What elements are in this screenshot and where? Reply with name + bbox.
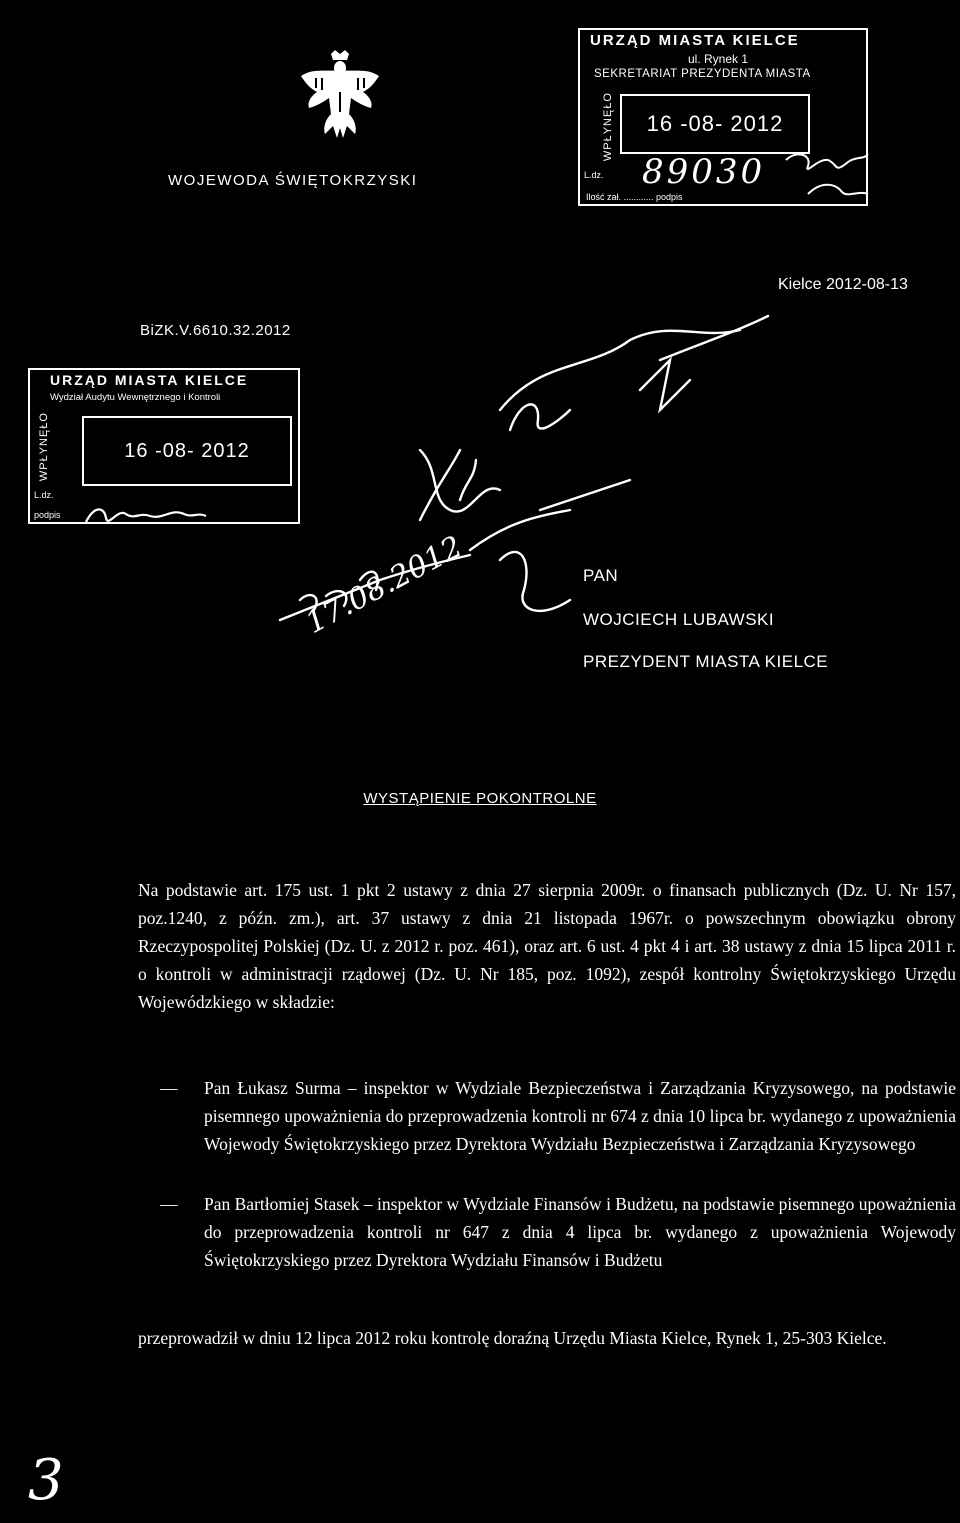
team-member-text: Pan Bartłomiej Stasek – inspektor w Wydziale Finansów i Budżetu, na podstawie pisemnego upoważnienia do przeprowadzenia kontroli nr 647 z dnia 4 lipca br. wydanego z upoważnienia Wojewody Świętokrzyskiego przez Dyrektora Wydziału Finansów i Budżetu <box>204 1194 956 1270</box>
team-member-text: Pan Łukasz Surma – inspektor w Wydziale Bezpieczeństwa i Zarządzania Kryzysowego, na podstawie pisemnego upoważnienia do przeprowadzenia kontroli nr 674 z dnia 10 lipca br. wydanego z upoważnienia Wojewody Świętokrzyskiego przez Dyrektora Wydziału Bezpieczeństwa i Zarządzania Kryzysowego <box>204 1078 956 1154</box>
stamp-date: 16 -08- 2012 <box>646 111 784 136</box>
stamp-bottom-label: podpis <box>34 510 61 520</box>
stamp-received-vertical: WPŁYNĘŁO <box>38 412 50 482</box>
stamp-line-office: URZĄD MIASTA KIELCE <box>50 372 249 388</box>
stamp-date-box <box>82 416 292 486</box>
polish-eagle-emblem <box>295 48 385 148</box>
place-and-date: Kielce 2012-08-13 <box>778 276 908 293</box>
issuing-authority: WOJEWODA ŚWIĘTOKRZYSKI <box>168 172 418 189</box>
addressee-name: WOJCIECH LUBAWSKI <box>583 610 775 629</box>
stamp-line-department: SEKRETARIAT PREZYDENTA MIASTA <box>594 68 811 80</box>
stamp-date: 16 -08- 2012 <box>124 439 250 462</box>
stamp-line-department: Wydział Audytu Wewnętrznego i Kontroli <box>50 392 221 403</box>
closing-paragraph: przeprowadził w dniu 12 lipca 2012 roku kontrolę doraźną Urzędu Miasta Kielce, Rynek 1, 25-303 Kielce. <box>138 1328 887 1348</box>
received-stamp-audit-department <box>28 368 300 524</box>
team-member-item <box>160 1074 956 1158</box>
team-member-item <box>160 1190 956 1274</box>
stamp-line-street: ul. Rynek 1 <box>688 52 749 66</box>
list-dash: — <box>160 1078 178 1098</box>
stamp-nr-label: L.dz. <box>584 170 604 180</box>
page-number: 3 <box>28 1448 64 1513</box>
stamp-bottom-label: Ilość zał. ............ podpis <box>586 192 683 202</box>
stamp-date-box <box>620 94 810 154</box>
document-title: WYSTĄPIENIE POKONTROLNE <box>363 790 597 807</box>
received-stamp-mayor-office <box>578 28 868 206</box>
legal-basis-paragraph: Na podstawie art. 175 ust. 1 pkt 2 ustawy z dnia 27 sierpnia 2009r. o finansach publicznych (Dz. U. Nr 157, poz.1240, z późn. zm.), art. 37 ustawy z dnia 21 listopada 1967r. o powszechnym obowiązku obrony Rzeczypospolitej Polskiej (Dz. U. z 2012 r. poz. 461), oraz art. 6 ust. 4 pkt 4 i art. 38 ustawy z dnia 15 lipca 2011 r. o kontroli w administracji rządowej (Dz. U. Nr 185, poz. 1092), zespół kontrolny Świętokrzyskiego Urzędu Wojewódzkiego w składzie: <box>138 880 956 1012</box>
stamp-line-office: URZĄD MIASTA KIELCE <box>590 32 800 49</box>
list-dash: — <box>160 1194 178 1214</box>
stamp-registry-number: 89030 <box>642 152 766 192</box>
addressee-salutation: PAN <box>583 566 619 585</box>
addressee-title: PREZYDENT MIASTA KIELCE <box>583 652 829 671</box>
case-reference-number: BiZK.V.6610.32.2012 <box>140 322 291 339</box>
stamp-received-vertical: WPŁYNĘŁO <box>602 92 614 162</box>
handwritten-date: 17.08.2012 <box>300 529 469 641</box>
stamp-nr-label: L.dz. <box>34 490 54 500</box>
handwritten-decree-signatures <box>270 300 770 700</box>
